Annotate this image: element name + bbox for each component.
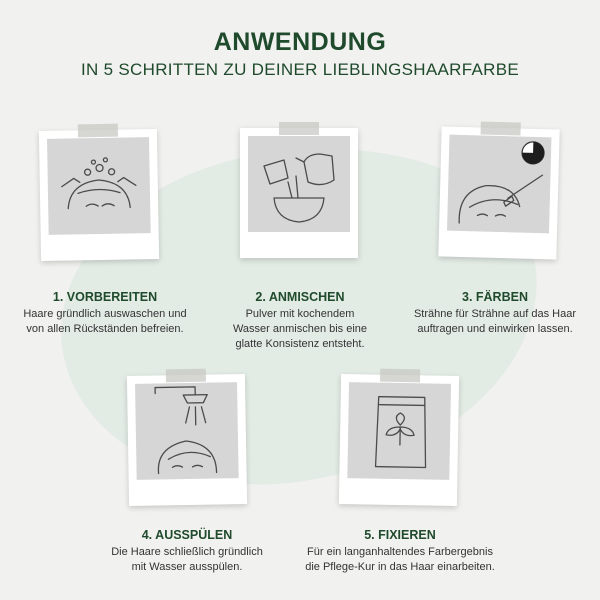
tape-strip (279, 122, 319, 135)
step-description-line: Pulver mit kochendem (245, 308, 355, 320)
step-description-line: von allen Rückständen befreien. (26, 323, 184, 335)
step-2-text (205, 290, 395, 352)
step-description-line: Haare gründlich auswaschen und (23, 308, 187, 320)
step-heading: 5. FIXIEREN (364, 528, 436, 542)
step-4-text (92, 528, 282, 575)
step-1-text (10, 290, 200, 337)
step-description-line: glatte Konsistenz entsteht. (235, 338, 365, 350)
step-description-line: mit Wasser ausspülen. (131, 561, 243, 573)
herbal-treatment-packet-icon (347, 382, 451, 480)
step-description-line: auftragen und einwirken lassen. (417, 323, 573, 335)
step-description-line: Die Haare schließlich gründlich (111, 546, 263, 558)
pouring-kettle-icon (248, 136, 350, 232)
step-5-text (305, 528, 495, 575)
step-description-line: Für ein langanhaltendes Farbergebnis (307, 546, 493, 558)
step-heading: 4. AUSSPÜLEN (141, 528, 233, 542)
step-1-polaroid (39, 129, 159, 261)
step-description-line: Wasser anmischen bis eine (232, 323, 368, 335)
step-3-text (400, 290, 590, 337)
page-title: ANWENDUNG (213, 28, 387, 56)
tape-strip (78, 124, 118, 138)
step-3-polaroid (438, 126, 559, 259)
step-heading: 3. FÄRBEN (462, 290, 528, 304)
step-description-line: die Pflege-Kur in das Haar einarbeiten. (305, 561, 495, 573)
tape-strip (481, 122, 521, 136)
step-description-line: Strähne für Strähne auf das Haar (413, 308, 577, 320)
tape-strip (380, 369, 420, 383)
step-heading: 2. ANMISCHEN (255, 290, 345, 304)
hair-washing-icon (47, 137, 151, 235)
page-subtitle: IN 5 SCHRITTEN ZU DEINER LIEBLINGSHAARFARBE (81, 60, 519, 79)
step-5-polaroid (339, 374, 459, 506)
step-heading: 1. VORBEREITEN (52, 290, 158, 304)
tape-strip (166, 369, 206, 383)
shower-icon (135, 382, 239, 480)
brush-application-icon (447, 135, 551, 234)
step-2-polaroid (240, 128, 358, 258)
step-4-polaroid (127, 374, 247, 506)
